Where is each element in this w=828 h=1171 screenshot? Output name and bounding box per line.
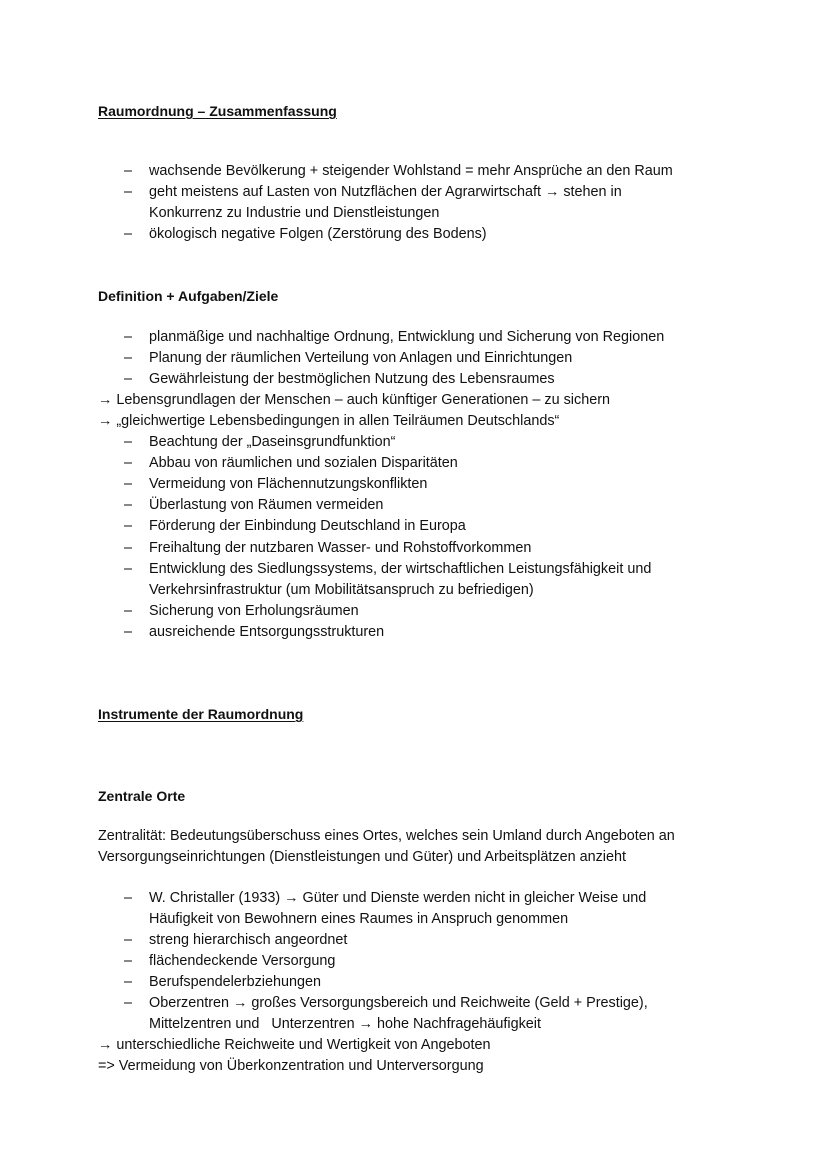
dash-bullet: – xyxy=(124,953,133,969)
dash-bullet: – xyxy=(124,974,133,990)
dash-bullet: – xyxy=(124,932,133,948)
arrow-line: → Lebensgrundlagen der Menschen – auch künftiger Generationen – zu sichern xyxy=(98,392,610,408)
list-item: – Oberzentren → großes Versorgungsbereich und Reichweite (Geld + Prestige), Mittelzentren und Unterzentren → hohe Nachfragehäufigkeit xyxy=(124,995,648,1032)
dash-bullet: – xyxy=(124,371,133,387)
section-title-definition: Definition + Aufgaben/Ziele xyxy=(98,288,279,304)
list-item: – ausreichende Entsorgungsstrukturen xyxy=(98,622,738,643)
dash-bullet: – xyxy=(124,995,133,1011)
list-item: – W. Christaller (1933) → Güter und Dienste werden nicht in gleicher Weise und Häufigkeit von Bewohnern eines Raumes in Anspruch genommen xyxy=(124,890,647,927)
list-item: – geht meistens auf Lasten von Nutzflächen der Agrarwirtschaft → stehen in Konkurrenz zu Industrie und Dienstleistungen xyxy=(124,184,622,221)
list-item: – Vermeidung von Flächennutzungskonflikten xyxy=(98,474,738,495)
list-item: – Abbau von räumlichen und sozialen Disparitäten xyxy=(98,453,738,474)
list-item: – Beachtung der „Daseinsgrundfunktion“ xyxy=(98,432,738,453)
dash-bullet: – xyxy=(124,350,133,366)
list-item: – Planung der räumlichen Verteilung von Anlagen und Einrichtungen xyxy=(98,348,738,369)
list-item: – Gewährleistung der bestmöglichen Nutzung des Lebensraumes xyxy=(98,369,738,390)
arrow-line: => Vermeidung von Überkonzentration und Unterversorgung xyxy=(98,1058,484,1074)
dash-bullet: – xyxy=(124,163,133,179)
dash-bullet: – xyxy=(124,497,133,513)
list-item: – planmäßige und nachhaltige Ordnung, Entwicklung und Sicherung von Regionen xyxy=(98,327,738,348)
list-item: – Entwicklung des Siedlungssystems, der wirtschaftlichen Leistungsfähigkeit und Verkehrsinfrastruktur (um Mobilitätsanspruch zu befriedigen) xyxy=(124,561,652,598)
dash-bullet: – xyxy=(124,434,133,450)
list-item: – Förderung der Einbindung Deutschland in Europa xyxy=(98,516,738,537)
dash-bullet: – xyxy=(124,518,133,534)
section-title-raumordnung: Raumordnung – Zusammenfassung xyxy=(98,103,337,119)
dash-bullet: – xyxy=(124,603,133,619)
arrow-line: → „gleichwertige Lebensbedingungen in allen Teilräumen Deutschlands“ xyxy=(98,413,560,429)
dash-bullet: – xyxy=(124,455,133,471)
dash-bullet: – xyxy=(124,624,133,640)
list-item: – ökologisch negative Folgen (Zerstörung des Bodens) xyxy=(98,224,738,245)
list-item: – wachsende Bevölkerung + steigender Wohlstand = mehr Ansprüche an den Raum xyxy=(98,161,738,182)
dash-bullet: – xyxy=(124,329,133,345)
arrow-line: → unterschiedliche Reichweite und Wertigkeit von Angeboten xyxy=(98,1037,491,1053)
dash-bullet: – xyxy=(124,890,133,906)
dash-bullet: – xyxy=(124,540,133,556)
list-item: – Freihaltung der nutzbaren Wasser- und Rohstoffvorkommen xyxy=(98,538,738,559)
list-item: – Überlastung von Räumen vermeiden xyxy=(98,495,738,516)
definition-line: Zentralität: Bedeutungsüberschuss eines Ortes, welches sein Umland durch Angeboten an xyxy=(98,828,675,844)
dash-bullet: – xyxy=(124,561,133,577)
definition-line: Versorgungseinrichtungen (Dienstleistungen und Güter) und Arbeitsplätzen anzieht xyxy=(98,849,626,865)
section-title-zentrale-orte: Zentrale Orte xyxy=(98,788,186,804)
list-item: – Berufspendelerbziehungen xyxy=(98,972,738,993)
list-item: – streng hierarchisch angeordnet xyxy=(98,930,738,951)
list-item: – Sicherung von Erholungsräumen xyxy=(98,601,738,622)
dash-bullet: – xyxy=(124,184,133,200)
dash-bullet: – xyxy=(124,226,133,242)
section-title-instrumente: Instrumente der Raumordnung xyxy=(98,706,304,722)
dash-bullet: – xyxy=(124,476,133,492)
list-item: – flächendeckende Versorgung xyxy=(98,951,738,972)
